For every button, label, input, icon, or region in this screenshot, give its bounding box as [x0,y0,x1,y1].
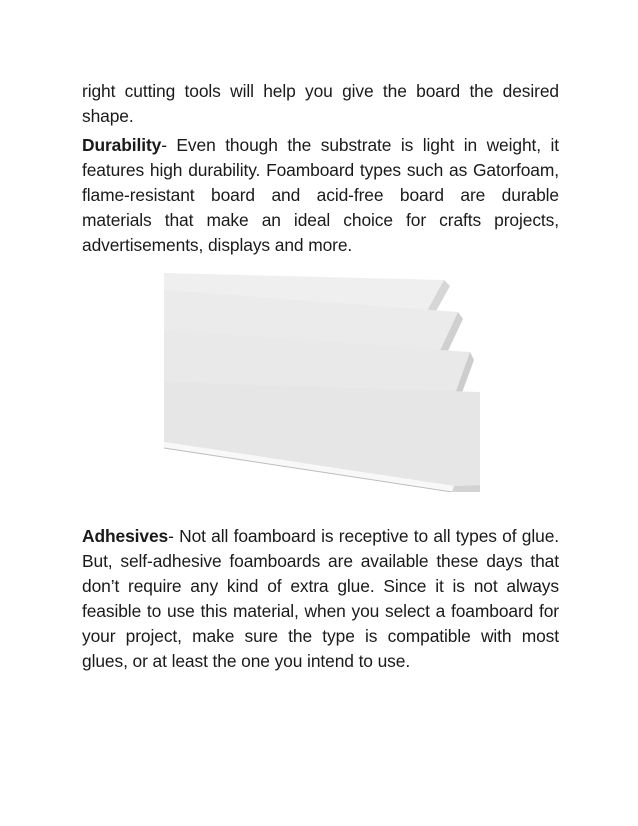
paragraph-text: - Not all foamboard is receptive to all types of glue. But, self-adhesive foamboards are available these days that don’t require any kind of extra glue. Since it is not always feasible to use this material, when you select a foamboard for your project, make sure the type is compatible with most glues, or at least the one you intend to use. [82,526,559,671]
paragraph-durability [82,133,559,258]
paragraph-heading: Durability [82,135,162,155]
paragraph-heading: Adhesives [82,526,169,546]
paragraph-adhesives [82,524,559,674]
paragraph-text: - Even though the substrate is light in weight, it features high durability. Foamboard types such as Gatorfoam, flame-resistant board and acid-free board are durable materials that make an ideal choice for crafts projects, advertisements, displays and more. [82,135,559,255]
foamboard-edge [452,485,480,492]
foamboard-stack-image [158,270,483,492]
paragraph-text: right cutting tools will help you give the board the desired shape. [82,81,559,126]
paragraph-cutting-tools [82,79,559,129]
